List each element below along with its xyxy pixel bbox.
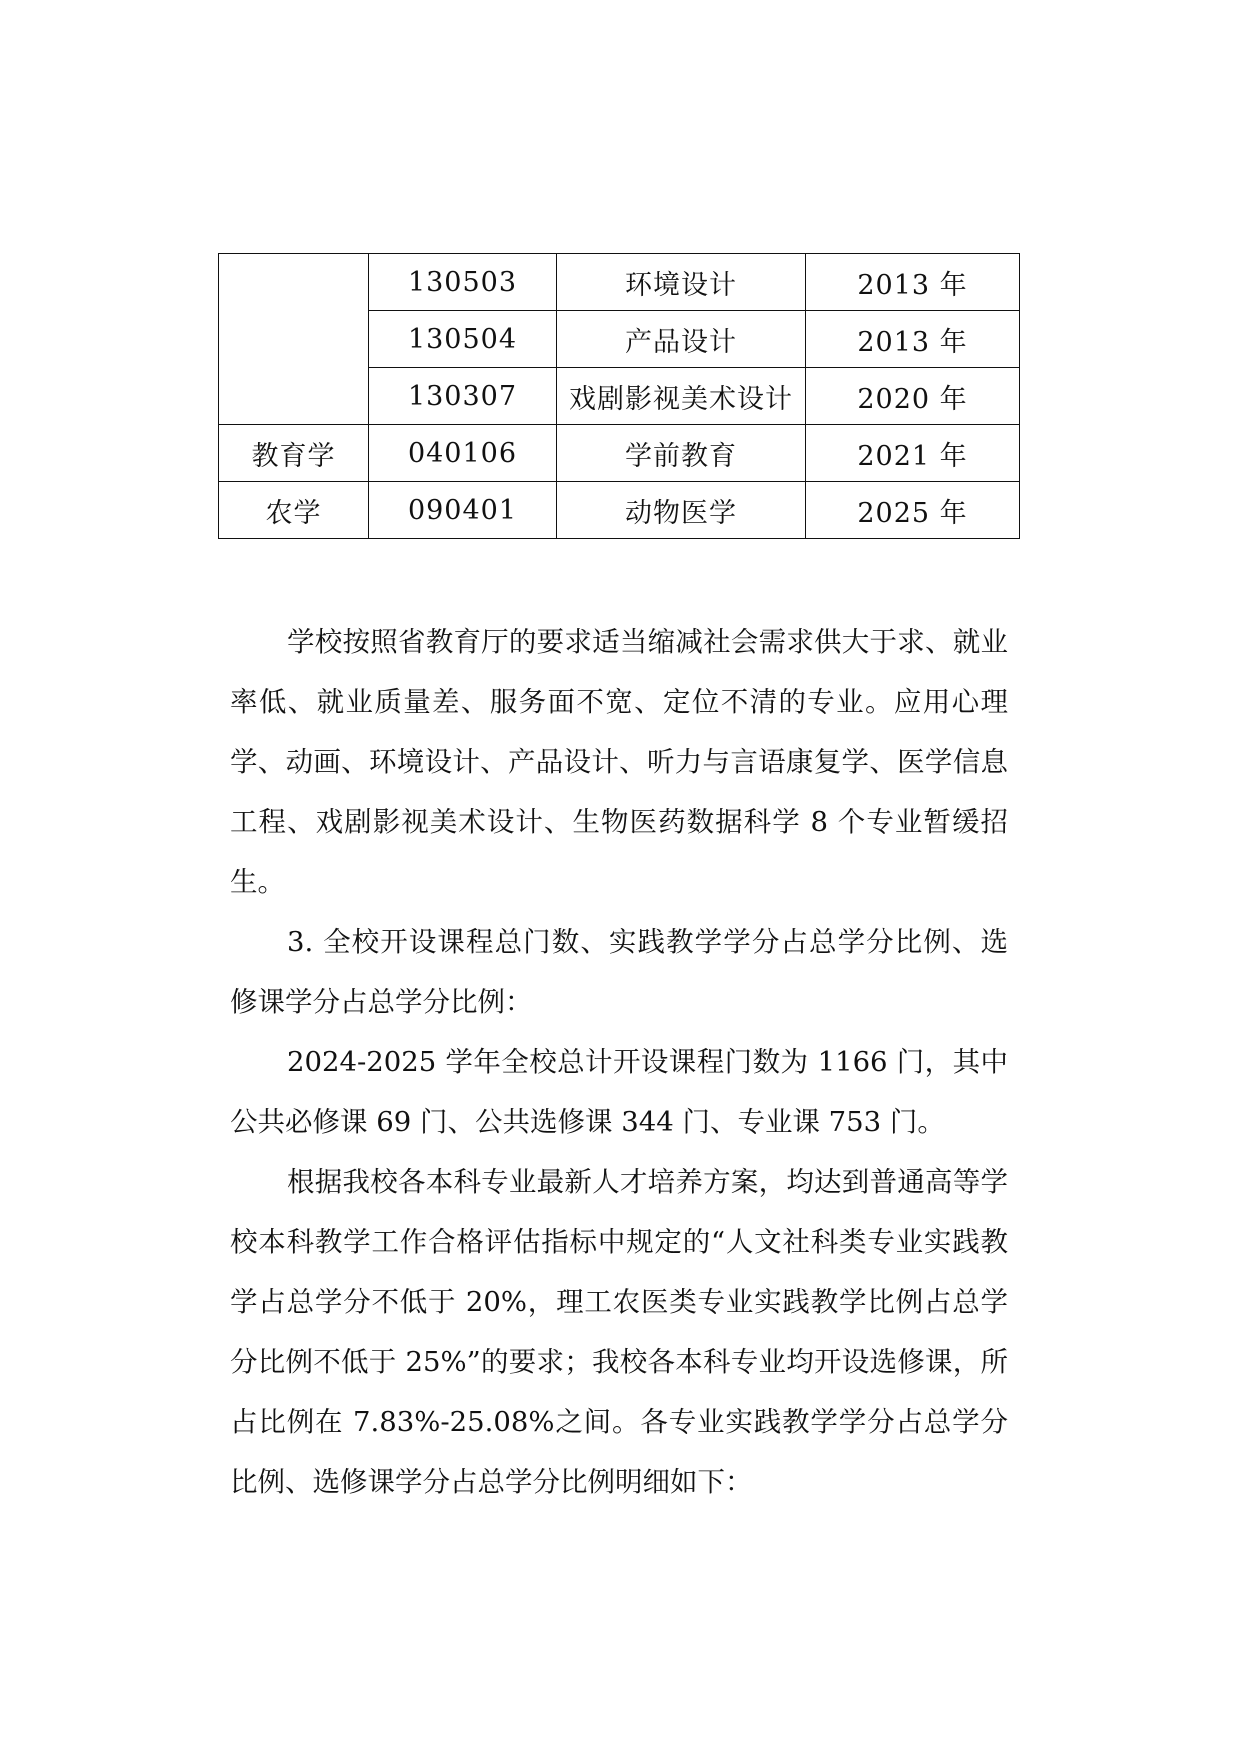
table-row bbox=[219, 254, 1020, 311]
major-name-cell: 产品设计 bbox=[557, 311, 806, 368]
body-text bbox=[230, 612, 1008, 1512]
paragraph-enrollment-suspension: 学校按照省教育厅的要求适当缩减社会需求供大于求、就业率低、就业质量差、服务面不宽、定位不清的专业。应用心理学、动画、环境设计、产品设计、听力与言语康复学、医学信息工程、戏剧影视美术设计、生物医药数据科学 8 个专业暂缓招生。 bbox=[230, 626, 1008, 898]
category-cell bbox=[219, 254, 369, 425]
major-code-cell: 130307 bbox=[369, 368, 557, 425]
paragraph-course-counts: 2024-2025 学年全校总计开设课程门数为 1166 门，其中公共必修课 69 门、公共选修课 344 门、专业课 753 门。 bbox=[230, 1046, 1008, 1138]
major-code-cell: 040106 bbox=[369, 425, 557, 482]
table-row bbox=[219, 482, 1020, 539]
major-code-cell: 130504 bbox=[369, 311, 557, 368]
paragraph-credit-ratios: 根据我校各本科专业最新人才培养方案，均达到普通高等学校本科教学工作合格评估指标中规定的“人文社科类专业实践教学占总学分不低于 20%，理工农医类专业实践教学比例占总学分比例不低于 25%”的要求；我校各本科专业均开设选修课，所占比例在 7.83%-25.08%之间。各专业实践教学学分占总学分比例、选修课学分占总学分比例明细如下： bbox=[230, 1166, 1008, 1498]
section-heading-courses: 3. 全校开设课程总门数、实践教学学分占总学分比例、选修课学分占总学分比例： bbox=[230, 926, 1008, 1018]
major-code-cell: 090401 bbox=[369, 482, 557, 539]
major-name-cell: 戏剧影视美术设计 bbox=[557, 368, 806, 425]
major-name-cell: 动物医学 bbox=[557, 482, 806, 539]
major-name-cell: 环境设计 bbox=[557, 254, 806, 311]
year-cell: 2020 年 bbox=[806, 368, 1020, 425]
year-cell: 2025 年 bbox=[806, 482, 1020, 539]
major-name-cell: 学前教育 bbox=[557, 425, 806, 482]
major-code-cell: 130503 bbox=[369, 254, 557, 311]
category-cell: 农学 bbox=[219, 482, 369, 539]
year-cell: 2013 年 bbox=[806, 311, 1020, 368]
year-cell: 2013 年 bbox=[806, 254, 1020, 311]
majors-table bbox=[218, 253, 1020, 539]
table-row bbox=[219, 425, 1020, 482]
category-cell: 教育学 bbox=[219, 425, 369, 482]
year-cell: 2021 年 bbox=[806, 425, 1020, 482]
